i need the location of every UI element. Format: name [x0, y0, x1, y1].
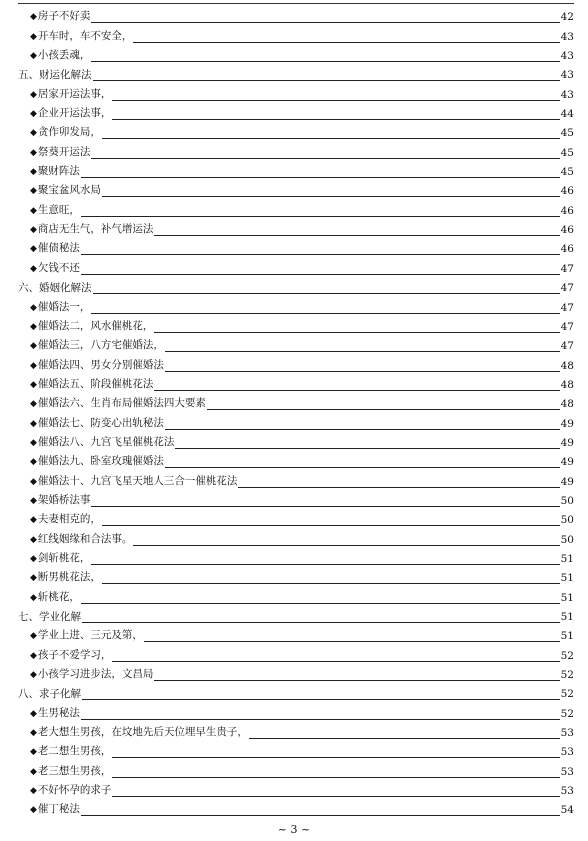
toc-page-number: 46 [560, 204, 574, 217]
toc-item-entry[interactable] [0, 219, 588, 238]
toc-entry-title [18, 688, 82, 700]
dotted-leader [30, 196, 570, 197]
toc-item-entry[interactable] [0, 548, 588, 567]
diamond-bullet-icon: ◆ [30, 379, 37, 390]
toc-entry-text: 剑斩桃花， [37, 551, 91, 564]
toc-item-entry[interactable] [0, 722, 588, 741]
toc-page-number: 50 [560, 533, 574, 546]
diamond-bullet-icon: ◆ [30, 457, 37, 468]
toc-entry-title [30, 301, 91, 314]
toc-page-number: 46 [560, 243, 574, 256]
toc-page-number: 46 [560, 185, 574, 198]
toc-page-number: 48 [560, 378, 574, 391]
toc-entry-text: 企业开运法事， [37, 107, 112, 120]
diamond-bullet-icon: ◆ [30, 360, 37, 371]
toc-page-number: 53 [560, 785, 574, 798]
toc-entry-title [30, 262, 81, 275]
dotted-leader [18, 622, 570, 623]
diamond-bullet-icon: ◆ [30, 631, 37, 642]
toc-item-entry[interactable] [0, 644, 588, 663]
toc-item-entry[interactable] [0, 354, 588, 373]
diamond-bullet-icon: ◆ [30, 321, 37, 332]
toc-entry-title [30, 726, 249, 739]
toc-entry-text: 孩子不爱学习， [37, 648, 112, 661]
toc-entry-title [30, 571, 102, 584]
toc-entry-title [30, 707, 81, 720]
dotted-leader [30, 158, 570, 159]
toc-entry-text: 老三想生男孩， [37, 764, 112, 777]
toc-section-entry[interactable] [0, 277, 588, 296]
toc-item-entry[interactable] [0, 374, 588, 393]
toc-item-entry[interactable] [0, 45, 588, 64]
toc-entry-title [30, 339, 165, 352]
toc-entry-title [30, 146, 91, 159]
dotted-leader [18, 699, 570, 700]
dotted-leader [30, 216, 570, 217]
toc-entry-title [30, 320, 154, 333]
toc-entry-title [30, 359, 165, 372]
toc-section-entry[interactable] [0, 64, 588, 83]
toc-item-entry[interactable] [0, 490, 588, 509]
toc-entry-text: 催丁秘法 [37, 803, 80, 816]
toc-entry-title [30, 30, 133, 43]
toc-item-entry[interactable] [0, 316, 588, 335]
toc-page-number: 48 [560, 398, 574, 411]
toc-page-number: 51 [560, 552, 574, 565]
toc-item-entry[interactable] [0, 470, 588, 489]
toc-entry-text: 老二想生男孩， [37, 745, 112, 758]
toc-entry-title [30, 184, 102, 197]
toc-entry-title [30, 629, 144, 642]
diamond-bullet-icon: ◆ [30, 225, 37, 236]
toc-entry-text: 催婚法九、卧室玫瑰催婚法 [37, 455, 164, 468]
toc-page-number: 53 [560, 746, 574, 759]
dotted-leader [30, 313, 570, 314]
toc-item-entry[interactable] [0, 83, 588, 102]
dotted-leader [30, 138, 570, 139]
toc-entry-title [30, 165, 81, 178]
toc-page-number: 51 [560, 591, 574, 604]
toc-entry-title [30, 784, 112, 797]
toc-item-entry[interactable] [0, 393, 588, 412]
toc-entry-text: 小孩学习进步法，文昌局 [37, 668, 154, 681]
toc-page-number: 46 [560, 224, 574, 237]
toc-page-number: 47 [560, 320, 574, 333]
toc-page-number: 54 [560, 804, 574, 817]
toc-entry-text: 欠钱不还 [37, 261, 80, 274]
toc-item-entry[interactable] [0, 296, 588, 315]
toc-entry-text: 聚财阵法 [37, 165, 80, 178]
toc-entry-title [30, 397, 207, 410]
toc-page-number: 53 [560, 765, 574, 778]
toc-entry-text: 催婚法四、男女分别催婚法 [37, 358, 164, 371]
header-rule [18, 3, 574, 4]
toc-page-number: 53 [560, 727, 574, 740]
toc-entry-text: 八、求子化解 [18, 688, 81, 701]
toc-entry-title [30, 378, 154, 391]
toc-item-entry[interactable] [0, 586, 588, 605]
toc-item-entry[interactable] [0, 25, 588, 44]
toc-page-number: 51 [560, 572, 574, 585]
toc-page-number: 51 [560, 611, 574, 623]
toc-entry-title [30, 455, 165, 468]
diamond-bullet-icon: ◆ [30, 476, 37, 487]
diamond-bullet-icon: ◆ [30, 51, 37, 62]
toc-page-number: 44 [560, 108, 574, 121]
toc-entry-text: 小孩丢魂， [37, 49, 91, 62]
toc-entry-title [30, 126, 102, 139]
diamond-bullet-icon: ◆ [30, 495, 37, 506]
diamond-bullet-icon: ◆ [30, 263, 37, 274]
dotted-leader [30, 525, 570, 526]
toc-page-number: 47 [560, 301, 574, 314]
table-of-contents [0, 6, 588, 818]
diamond-bullet-icon: ◆ [30, 766, 37, 777]
dotted-leader [30, 603, 570, 604]
diamond-bullet-icon: ◆ [30, 534, 37, 545]
toc-entry-title [30, 417, 165, 430]
toc-item-entry[interactable] [0, 760, 588, 779]
toc-entry-text: 催婚法八、九宫飞星催桃花法 [37, 435, 175, 448]
toc-entry-title [30, 107, 112, 120]
dotted-leader [18, 293, 570, 294]
diamond-bullet-icon: ◆ [30, 244, 37, 255]
toc-page-number: 50 [560, 514, 574, 527]
toc-page-number: 50 [560, 494, 574, 507]
toc-entry-text: 红线姻缘和合法事。 [37, 532, 133, 545]
toc-entry-text: 斩桃花， [37, 590, 80, 603]
toc-item-entry[interactable] [0, 528, 588, 547]
toc-page-number: 48 [560, 359, 574, 372]
diamond-bullet-icon: ◆ [30, 205, 37, 216]
toc-entry-text: 生意旺， [37, 203, 80, 216]
toc-entry-text: 催婚法十、九宫飞星天地人三合一催桃花法 [37, 474, 238, 487]
toc-entry-text: 六、婚姻化解法 [18, 282, 92, 295]
toc-item-entry[interactable] [0, 238, 588, 257]
toc-entry-title [30, 649, 112, 662]
toc-entry-title [30, 49, 91, 62]
toc-item-entry[interactable] [0, 103, 588, 122]
diamond-bullet-icon: ◆ [30, 573, 37, 584]
toc-item-entry[interactable] [0, 335, 588, 354]
toc-entry-text: 催婚法七、防变心出轨秘法 [37, 416, 164, 429]
diamond-bullet-icon: ◆ [30, 147, 37, 158]
toc-entry-text: 七、学业化解 [18, 611, 81, 623]
toc-entry-text: 断男桃花法， [37, 571, 101, 584]
toc-entry-title [30, 494, 91, 507]
toc-section-entry[interactable] [0, 606, 588, 625]
toc-page-number: 49 [560, 436, 574, 449]
toc-page-number: 52 [560, 707, 574, 720]
toc-entry-title [30, 242, 81, 255]
toc-page-number: 51 [560, 630, 574, 643]
toc-entry-text: 催婚法二，风水催桃花， [37, 319, 154, 332]
toc-entry-title [30, 745, 112, 758]
toc-page-number: 52 [560, 669, 574, 682]
diamond-bullet-icon: ◆ [30, 786, 37, 797]
toc-entry-text: 开车时，车不安全， [37, 29, 133, 42]
diamond-bullet-icon: ◆ [30, 650, 37, 661]
toc-section-entry[interactable] [0, 683, 588, 702]
toc-entry-title [30, 513, 102, 526]
toc-entry-title [30, 436, 175, 449]
dotted-leader [30, 254, 570, 255]
diamond-bullet-icon: ◆ [30, 89, 37, 100]
toc-item-entry[interactable] [0, 451, 588, 470]
dotted-leader [30, 61, 570, 62]
toc-item-entry[interactable] [0, 741, 588, 760]
toc-item-entry[interactable] [0, 6, 588, 25]
dotted-leader [18, 80, 570, 81]
toc-page-number: 45 [560, 146, 574, 159]
toc-entry-text: 聚宝盆风水局 [37, 184, 101, 197]
diamond-bullet-icon: ◆ [30, 418, 37, 429]
diamond-bullet-icon: ◆ [30, 592, 37, 603]
diamond-bullet-icon: ◆ [30, 553, 37, 564]
diamond-bullet-icon: ◆ [30, 341, 37, 352]
toc-item-entry[interactable] [0, 432, 588, 451]
toc-entry-text: 老大想生男孩，在坟地先后天位埋早生贵子， [37, 726, 248, 739]
toc-entry-text: 催婚法一， [37, 300, 91, 313]
diamond-bullet-icon: ◆ [30, 12, 37, 23]
toc-page-number: 49 [560, 417, 574, 430]
toc-entry-title [30, 88, 112, 101]
toc-entry-title [30, 223, 154, 236]
dotted-leader [30, 564, 570, 565]
toc-page-number: 49 [560, 456, 574, 469]
toc-entry-title [30, 533, 133, 546]
toc-page-number: 49 [560, 475, 574, 488]
dotted-leader [30, 506, 570, 507]
dotted-leader [30, 22, 570, 23]
toc-item-entry[interactable] [0, 412, 588, 431]
toc-page-number: 43 [560, 88, 574, 101]
diamond-bullet-icon: ◆ [30, 708, 37, 719]
diamond-bullet-icon: ◆ [30, 167, 37, 178]
toc-page-number: 45 [560, 127, 574, 140]
toc-page-number: 52 [560, 688, 574, 701]
toc-item-entry[interactable] [0, 780, 588, 799]
page-number-footer: ~ 3 ~ [277, 823, 311, 836]
toc-entry-title [30, 668, 154, 681]
toc-item-entry[interactable] [0, 567, 588, 586]
toc-entry-text: 催婚法六、生肖布局催婚法四大要素 [37, 397, 206, 410]
toc-page-number: 42 [560, 11, 574, 24]
toc-entry-title [18, 611, 82, 623]
diamond-bullet-icon: ◆ [30, 128, 37, 139]
toc-entry-text: 祭葵开运法 [37, 145, 91, 158]
toc-page-number: 43 [560, 30, 574, 43]
toc-item-entry[interactable] [0, 799, 588, 818]
dotted-leader [30, 719, 570, 720]
toc-item-entry[interactable] [0, 199, 588, 218]
toc-item-entry[interactable] [0, 702, 588, 721]
diamond-bullet-icon: ◆ [30, 728, 37, 739]
diamond-bullet-icon: ◆ [30, 805, 37, 816]
diamond-bullet-icon: ◆ [30, 437, 37, 448]
toc-entry-text: 学业上进、三元及第， [37, 629, 143, 642]
toc-entry-title [30, 803, 81, 816]
dotted-leader [30, 274, 570, 275]
toc-entry-text: 催债秘法 [37, 242, 80, 255]
toc-entry-title [30, 765, 112, 778]
toc-entry-title [18, 282, 93, 294]
toc-page-number: 47 [560, 340, 574, 353]
toc-entry-text: 催婚法五、阶段催桃花法 [37, 377, 154, 390]
dotted-leader [30, 583, 570, 584]
toc-item-entry[interactable] [0, 509, 588, 528]
toc-entry-title [30, 591, 81, 604]
toc-entry-text: 五、财运化解法 [18, 69, 92, 82]
toc-item-entry[interactable] [0, 257, 588, 276]
toc-page-number: 43 [560, 69, 574, 82]
toc-entry-title [18, 69, 93, 81]
toc-page-number: 47 [560, 282, 574, 295]
toc-item-entry[interactable] [0, 122, 588, 141]
toc-item-entry[interactable] [0, 625, 588, 644]
toc-entry-text: 房子不好卖 [37, 10, 91, 23]
toc-entry-text: 不好怀孕的求子 [37, 784, 112, 797]
toc-entry-title [30, 10, 91, 23]
diamond-bullet-icon: ◆ [30, 302, 37, 313]
toc-item-entry[interactable] [0, 161, 588, 180]
dotted-leader [30, 177, 570, 178]
diamond-bullet-icon: ◆ [30, 747, 37, 758]
toc-page-number: 45 [560, 166, 574, 179]
toc-entry-text: 催婚法三，八方宅催婚法， [37, 339, 164, 352]
diamond-bullet-icon: ◆ [30, 109, 37, 120]
dotted-leader [30, 815, 570, 816]
diamond-bullet-icon: ◆ [30, 670, 37, 681]
toc-entry-title [30, 475, 238, 488]
diamond-bullet-icon: ◆ [30, 515, 37, 526]
toc-entry-title [30, 204, 81, 217]
toc-item-entry[interactable] [0, 180, 588, 199]
toc-page-number: 47 [560, 262, 574, 275]
toc-entry-text: 商店无生气，补气增运法 [37, 223, 154, 236]
diamond-bullet-icon: ◆ [30, 399, 37, 410]
toc-page-number: 43 [560, 50, 574, 63]
toc-entry-text: 生男秘法 [37, 706, 80, 719]
toc-entry-title [30, 552, 91, 565]
diamond-bullet-icon: ◆ [30, 31, 37, 42]
toc-item-entry[interactable] [0, 664, 588, 683]
toc-entry-text: 架婚桥法事 [37, 493, 91, 506]
toc-entry-text: 居家开运法事， [37, 87, 112, 100]
toc-entry-text: 贪作卯发局， [37, 126, 101, 139]
diamond-bullet-icon: ◆ [30, 186, 37, 197]
toc-entry-text: 夫妻相克的， [37, 513, 101, 526]
toc-item-entry[interactable] [0, 141, 588, 160]
toc-page-number: 52 [560, 649, 574, 662]
